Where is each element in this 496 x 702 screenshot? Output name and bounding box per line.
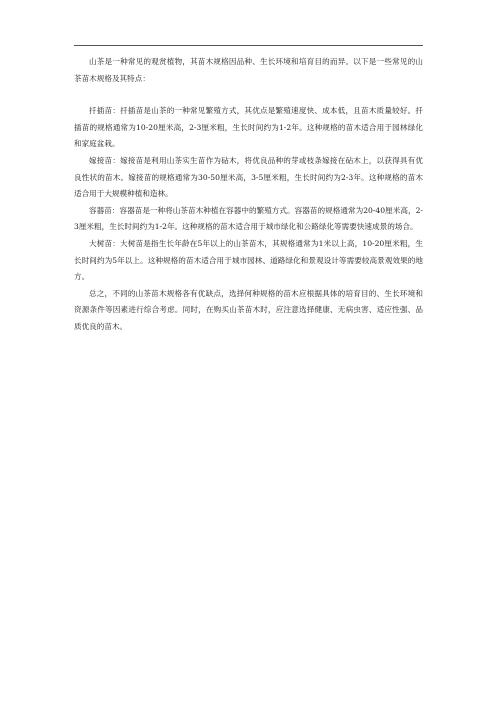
- paragraph-grafted-seedling: 嫁接苗：嫁接苗是利用山茶实生苗作为砧木，将优良品种的芽或枝条嫁接在砧木上，以获得具有优良性状的苗木。嫁接苗的规格通常为30-50厘米高，3-5厘米粗，生长时间约为2-3年。这种规格的苗木适合用于大规模种植和造林。: [74, 155, 423, 199]
- header-rule: [74, 45, 423, 46]
- document-body: [74, 54, 423, 336]
- paragraph-summary: 总之，不同的山茶苗木规格各有优缺点，选择何种规格的苗木应根据具体的培育目的、生长环境和资源条件等因素进行综合考虑。同时，在购买山茶苗木时，应注意选择健康、无病虫害、适应性强、品质优良的苗木。: [74, 288, 423, 331]
- paragraph-large-tree-seedling: 大树苗：大树苗是指生长年龄在5年以上的山茶苗木，其规格通常为1米以上高，10-20厘米粗，生长时间约为5年以上。这种规格的苗木适合用于城市园林、道路绿化和景观设计等需要较高景观效果的地方。: [74, 238, 423, 282]
- intro-paragraph: 山茶是一种常见的观赏植物，其苗木规格因品种、生长环境和培育目的而异。以下是一些常见的山茶苗木规格及其特点：: [74, 57, 423, 83]
- paragraph-gap: [74, 87, 423, 103]
- paragraph-container-seedling: 容器苗：容器苗是一种将山茶苗木种植在容器中的繁殖方式。容器苗的规格通常为20-40厘米高，2-3厘米粗，生长时间约为1-2年。这种规格的苗木适合用于城市绿化和公路绿化等需要快速成景的场合。: [74, 205, 423, 232]
- paragraph-cutting-seedling: 扦插苗：扦插苗是山茶的一种常见繁殖方式，其优点是繁殖速度快、成本低，且苗木质量较好。扦插苗的规格通常为10-20厘米高，2-3厘米粗，生长时间约为1-2年。这种规格的苗木适合用于园林绿化和家庭盆栽。: [74, 106, 423, 149]
